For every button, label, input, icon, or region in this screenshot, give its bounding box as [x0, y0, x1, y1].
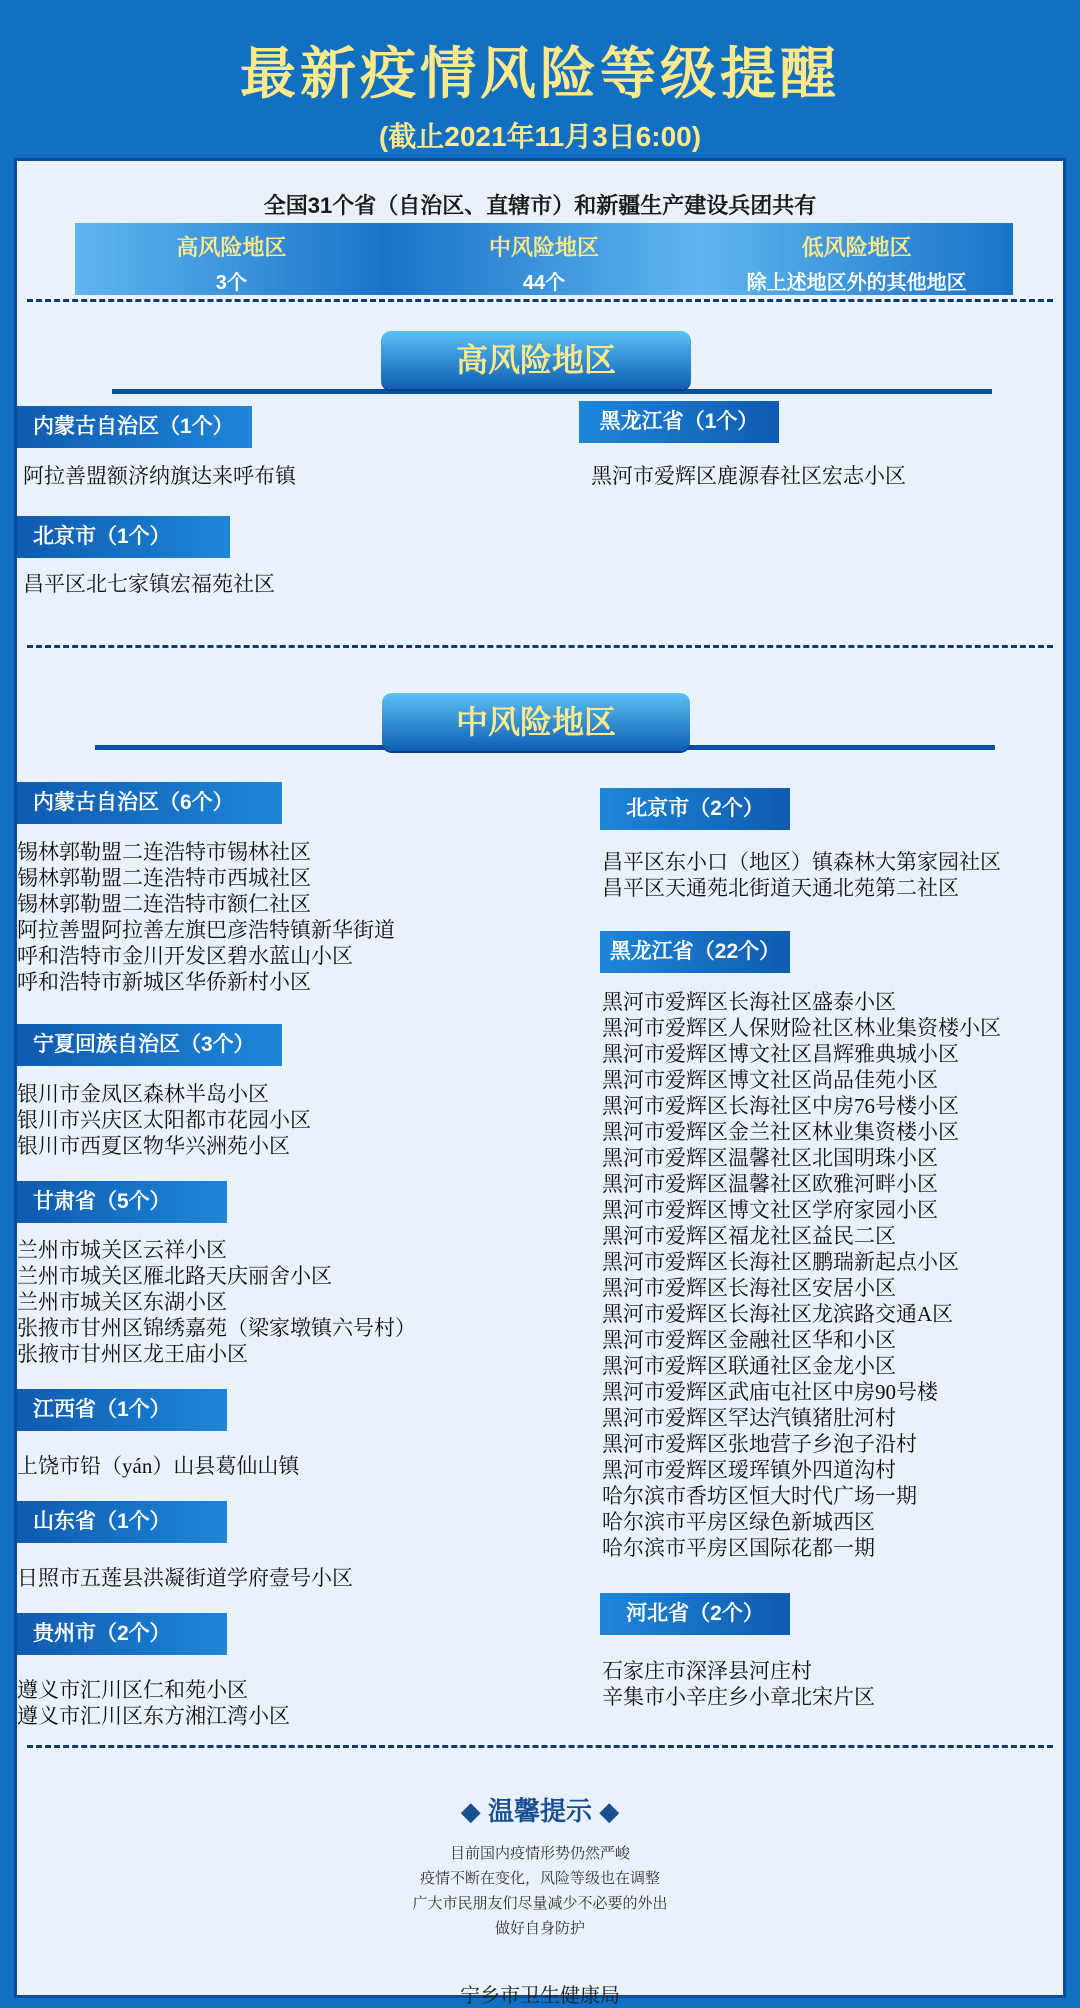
summary-label: 低风险地区 — [801, 235, 912, 260]
region-tag: 北京市（2个） — [600, 788, 790, 830]
list-item: 兰州市城关区雁北路天庆丽舍小区 — [17, 1264, 332, 1288]
region-tag: 甘肃省（5个） — [17, 1181, 227, 1223]
list-item: 昌平区天通苑北街道天通北苑第二社区 — [602, 876, 959, 900]
page-title: 最新疫情风险等级提醒 — [240, 42, 840, 105]
list-item: 石家庄市深泽县河庄村 — [602, 1659, 812, 1683]
summary-mid-risk — [388, 223, 701, 295]
region-list — [23, 571, 275, 597]
region-list — [17, 1237, 416, 1367]
region-tag: 江西省（1个） — [17, 1389, 227, 1431]
list-item: 黑河市爱辉区博文社区尚品佳苑小区 — [602, 1068, 938, 1092]
list-item: 哈尔滨市香坊区恒大时代广场一期 — [602, 1484, 917, 1508]
list-item: 黑河市爱辉区温馨社区北国明珠小区 — [602, 1146, 938, 1170]
list-item: 黑河市爱辉区博文社区昌辉雅典城小区 — [602, 1042, 959, 1066]
cutoff-date: (截止2021年11月3日6:00) — [378, 121, 702, 152]
region-list — [17, 1081, 311, 1159]
region-tag: 内蒙古自治区（6个） — [17, 782, 282, 824]
header — [0, 0, 1080, 155]
region-list — [17, 839, 395, 995]
divider — [27, 1745, 1053, 1748]
list-item: 黑河市爱辉区鹿源春社区宏志小区 — [591, 464, 906, 488]
list-item: 银川市西夏区物华兴洲苑小区 — [17, 1134, 290, 1158]
section-underline — [112, 389, 992, 394]
tips-title: ◆ 温馨提示 ◆ — [460, 1796, 620, 1826]
region-list — [17, 1677, 290, 1729]
list-item: 银川市兴庆区太阳都市花园小区 — [17, 1108, 311, 1132]
high-risk-heading: 高风险地区 — [381, 331, 691, 389]
region-tag: 宁夏回族自治区（3个） — [17, 1024, 282, 1066]
region-tag: 黑龙江省（1个） — [579, 401, 779, 443]
region-list — [17, 1565, 353, 1591]
list-item: 阿拉善盟额济纳旗达来呼布镇 — [23, 464, 296, 488]
list-item: 张掖市甘州区锦绣嘉苑（梁家墩镇六号村） — [17, 1316, 416, 1340]
tip-line: 广大市民朋友们尽量减少不必要的外出 — [412, 1895, 668, 1912]
list-item: 黑河市爱辉区瑷珲镇外四道沟村 — [602, 1458, 896, 1482]
list-item: 日照市五莲县洪凝街道学府壹号小区 — [17, 1566, 353, 1590]
list-item: 呼和浩特市新城区华侨新村小区 — [17, 970, 311, 994]
list-item: 黑河市爱辉区长海社区龙滨路交通A区 — [602, 1302, 954, 1326]
list-item: 昌平区北七家镇宏福苑社区 — [23, 572, 275, 596]
list-item: 黑河市爱辉区博文社区学府家园小区 — [602, 1198, 938, 1222]
list-item: 黑河市爱辉区罕达汽镇猪肚河村 — [602, 1406, 896, 1430]
list-item: 银川市金凤区森林半岛小区 — [17, 1082, 269, 1106]
list-item: 遵义市汇川区仁和苑小区 — [17, 1678, 248, 1702]
summary-label: 高风险地区 — [176, 235, 287, 260]
list-item: 遵义市汇川区东方湘江湾小区 — [17, 1704, 290, 1728]
content-panel — [14, 158, 1066, 2007]
list-item: 黑河市爱辉区福龙社区益民二区 — [602, 1224, 896, 1248]
summary-value: 3个 — [215, 272, 247, 294]
mid-risk-heading: 中风险地区 — [382, 693, 690, 751]
list-item: 兰州市城关区东湖小区 — [17, 1290, 227, 1314]
divider — [27, 299, 1053, 302]
list-item: 张掖市甘州区龙王庙小区 — [17, 1342, 248, 1366]
region-tag: 内蒙古自治区（1个） — [17, 406, 252, 448]
issuer: 宁乡市卫生健康局 — [460, 1985, 620, 2007]
tip-line: 目前国内疫情形势仍然严峻 — [449, 1845, 630, 1862]
list-item: 辛集市小辛庄乡小章北宋片区 — [602, 1685, 875, 1709]
region-list — [602, 989, 1001, 1561]
tip-line: 疫情不断在变化，风险等级也在调整 — [419, 1870, 660, 1887]
list-item: 锡林郭勒盟二连浩特市西城社区 — [17, 866, 311, 890]
list-item: 上饶市铅（yán）山县葛仙山镇 — [17, 1454, 300, 1478]
region-list — [23, 463, 296, 489]
list-item: 黑河市爱辉区武庙屯社区中房90号楼 — [602, 1380, 938, 1404]
region-tag: 河北省（2个） — [600, 1593, 790, 1635]
summary-low-risk — [700, 223, 1013, 295]
list-item: 哈尔滨市平房区绿色新城西区 — [602, 1510, 875, 1534]
list-item: 呼和浩特市金川开发区碧水蓝山小区 — [17, 944, 353, 968]
tip-line: 做好自身防护 — [494, 1920, 585, 1937]
list-item: 黑河市爱辉区长海社区盛泰小区 — [602, 990, 896, 1014]
region-list — [602, 849, 1001, 901]
region-list — [602, 1658, 875, 1710]
tips-text — [17, 1841, 1063, 1941]
list-item: 昌平区东小口（地区）镇森林大第家园社区 — [602, 850, 1001, 874]
region-tag: 北京市（1个） — [17, 516, 230, 558]
list-item: 哈尔滨市平房区国际花都一期 — [602, 1536, 875, 1560]
list-item: 黑河市爱辉区金兰社区林业集资楼小区 — [602, 1120, 959, 1144]
list-item: 黑河市爱辉区长海社区中房76号楼小区 — [602, 1094, 959, 1118]
region-tag: 黑龙江省（22个） — [600, 931, 790, 973]
region-tag: 贵州市（2个） — [17, 1613, 227, 1655]
summary-intro: 全国31个省（自治区、直辖市）和新疆生产建设兵团共有 — [263, 193, 817, 218]
list-item: 黑河市爱辉区温馨社区欧雅河畔小区 — [602, 1172, 938, 1196]
summary-label: 中风险地区 — [489, 235, 600, 260]
summary-value: 44个 — [522, 272, 566, 294]
summary-value: 除上述地区外的其他地区 — [746, 272, 967, 294]
list-item: 兰州市城关区云祥小区 — [17, 1238, 227, 1262]
summary-row — [75, 223, 1013, 295]
list-item: 锡林郭勒盟二连浩特市额仁社区 — [17, 892, 311, 916]
list-item: 黑河市爱辉区联通社区金龙小区 — [602, 1354, 896, 1378]
list-item: 锡林郭勒盟二连浩特市锡林社区 — [17, 840, 311, 864]
list-item: 黑河市爱辉区张地营子乡泡子沿村 — [602, 1432, 917, 1456]
list-item: 黑河市爱辉区人保财险社区林业集资楼小区 — [602, 1016, 1001, 1040]
list-item: 阿拉善盟阿拉善左旗巴彦浩特镇新华街道 — [17, 918, 395, 942]
region-tag: 山东省（1个） — [17, 1501, 227, 1543]
list-item: 黑河市爱辉区长海社区鹏瑞新起点小区 — [602, 1250, 959, 1274]
list-item: 黑河市爱辉区长海社区安居小区 — [602, 1276, 896, 1300]
summary-high-risk — [75, 223, 388, 295]
list-item: 黑河市爱辉区金融社区华和小区 — [602, 1328, 896, 1352]
divider — [27, 645, 1053, 648]
region-list — [591, 463, 906, 489]
region-list — [17, 1453, 299, 1479]
